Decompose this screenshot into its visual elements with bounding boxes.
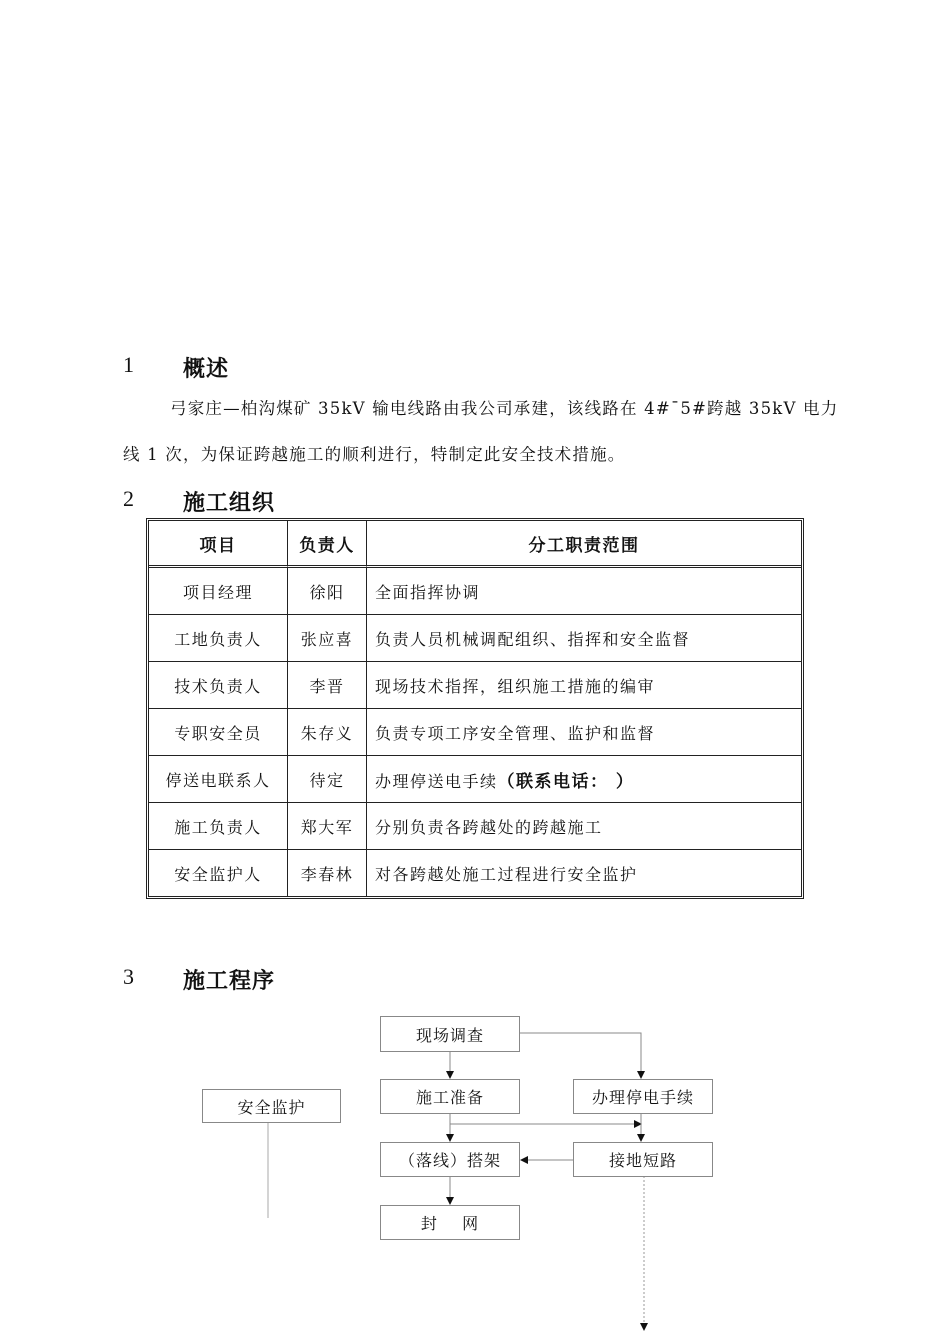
flow-box-prep: 施工准备 [380,1079,520,1114]
contact-phone-note: （联系电话： ） [497,771,635,792]
role-cell: 项目经理 [149,568,288,615]
flow-box-grounding: 接地短路 [573,1142,713,1177]
role-cell: 技术负责人 [149,662,288,709]
section-title: 施工组织 [183,490,276,516]
role-cell: 工地负责人 [149,615,288,662]
person-cell: 张应喜 [288,615,367,662]
duty-text: 分别负责各跨越处的跨越施工 [375,817,603,837]
person-cell: 李春林 [288,850,367,896]
duty-text: 现场技术指挥，组织施工措施的编审 [375,676,656,696]
person-cell: 李晋 [288,662,367,709]
section-title: 概述 [183,356,230,382]
role-cell: 停送电联系人 [149,756,288,803]
duty-text: 全面指挥协调 [375,582,481,602]
person-cell: 待定 [288,756,367,803]
header-duty: 分工职责范围 [367,521,801,568]
header-item: 项目 [149,521,288,568]
role-cell: 专职安全员 [149,709,288,756]
overview-line-2: 线 1 次，为保证跨越施工的顺利进行，特制定此安全技术措施。 [123,445,626,464]
person-cell: 郑大军 [288,803,367,850]
role-cell: 施工负责人 [149,803,288,850]
overview-line-1: 弓家庄—柏沟煤矿 35kV 输电线路由我公司承建，该线路在 4#¯5#跨越 35kV 电力 [170,399,839,418]
section-number: 1 [123,352,134,377]
section-number: 2 [123,486,134,511]
header-person: 负责人 [288,521,367,568]
duty-text: 对各跨越处施工过程进行安全监护 [375,864,638,884]
duty-text: 负责人员机械调配组织、指挥和安全监督 [375,629,691,649]
flow-box-power-off: 办理停电手续 [573,1079,713,1114]
person-cell: 徐阳 [288,568,367,615]
duty-text: 办理停送电手续 [375,771,498,791]
flow-box-net: 封 网 [380,1205,520,1240]
flow-box-survey: 现场调查 [380,1016,520,1052]
flow-box-safety-monitor: 安全监护 [202,1089,341,1123]
duty-text: 负责专项工序安全管理、监护和监督 [375,723,656,743]
section-number: 3 [123,964,134,989]
person-cell: 朱存义 [288,709,367,756]
role-cell: 安全监护人 [149,850,288,896]
section-title: 施工程序 [183,968,276,994]
arrow-survey-to-power-off [520,1033,641,1078]
flow-box-scaffold: （落线）搭架 [380,1142,520,1177]
